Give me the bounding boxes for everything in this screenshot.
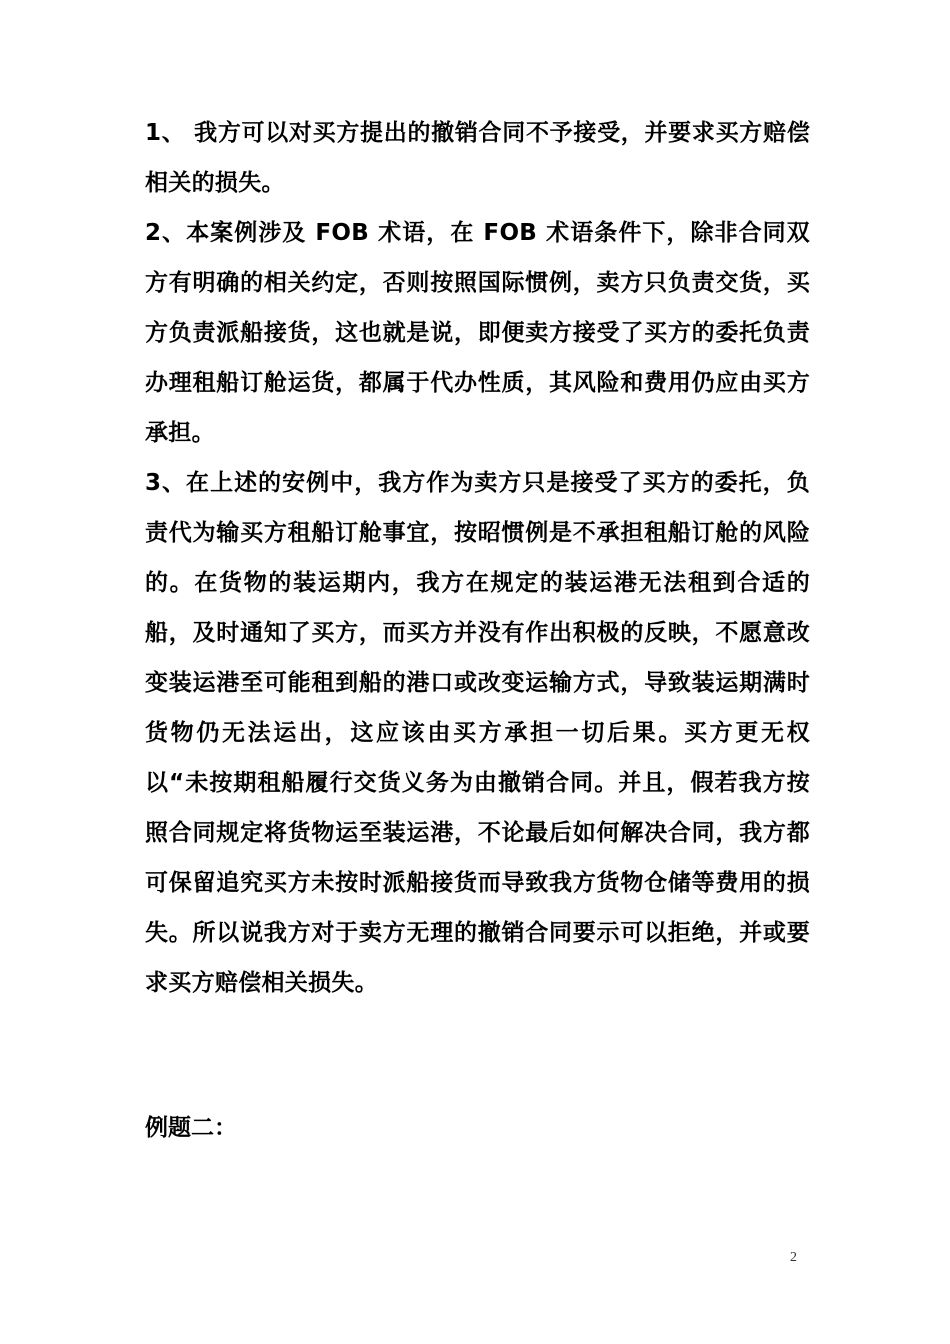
section-heading: 例题二：	[145, 1115, 237, 1141]
document-body	[145, 108, 810, 1008]
page-number: 2	[790, 1250, 797, 1265]
paragraph-1: 1、 我方可以对买方提出的撤销合同不予接受，并要求买方赔偿相关的损失。	[145, 120, 810, 196]
paragraph-2: 2、本案例涉及 FOB 术语，在 FOB 术语条件下，除非合同双方有明确的相关约定，否则按照国际惯例，卖方只负责交货，买方负责派船接货，这也就是说，即便卖方接受了买方的委托负责办理租船订舱运货，都属于代办性质，其风险和费用仍应由买方承担。	[145, 220, 810, 446]
paragraph-3: 3、在上述的安例中，我方作为卖方只是接受了买方的委托，负责代为输买方租船订舱事宜，按昭惯例是不承担租船订舱的风险的。在货物的装运期内，我方在规定的装运港无法租到合适的船，及时通知了买方，而买方并没有作出积极的反映，不愿意改变装运港至可能租到船的港口或改变运输方式，导致装运期满时货物仍无法运出，这应该由买方承担一切后果。买方更无权以“未按期租船履行交货义务为由撤销合同。并且，假若我方按照合同规定将货物运至装运港，不论最后如何解决合同，我方都可保留追究买方未按时派船接货而导致我方货物仓储等费用的损失。所以说我方对于卖方无理的撤销合同要示可以拒绝，并或要求买方赔偿相关损失。	[145, 470, 810, 996]
